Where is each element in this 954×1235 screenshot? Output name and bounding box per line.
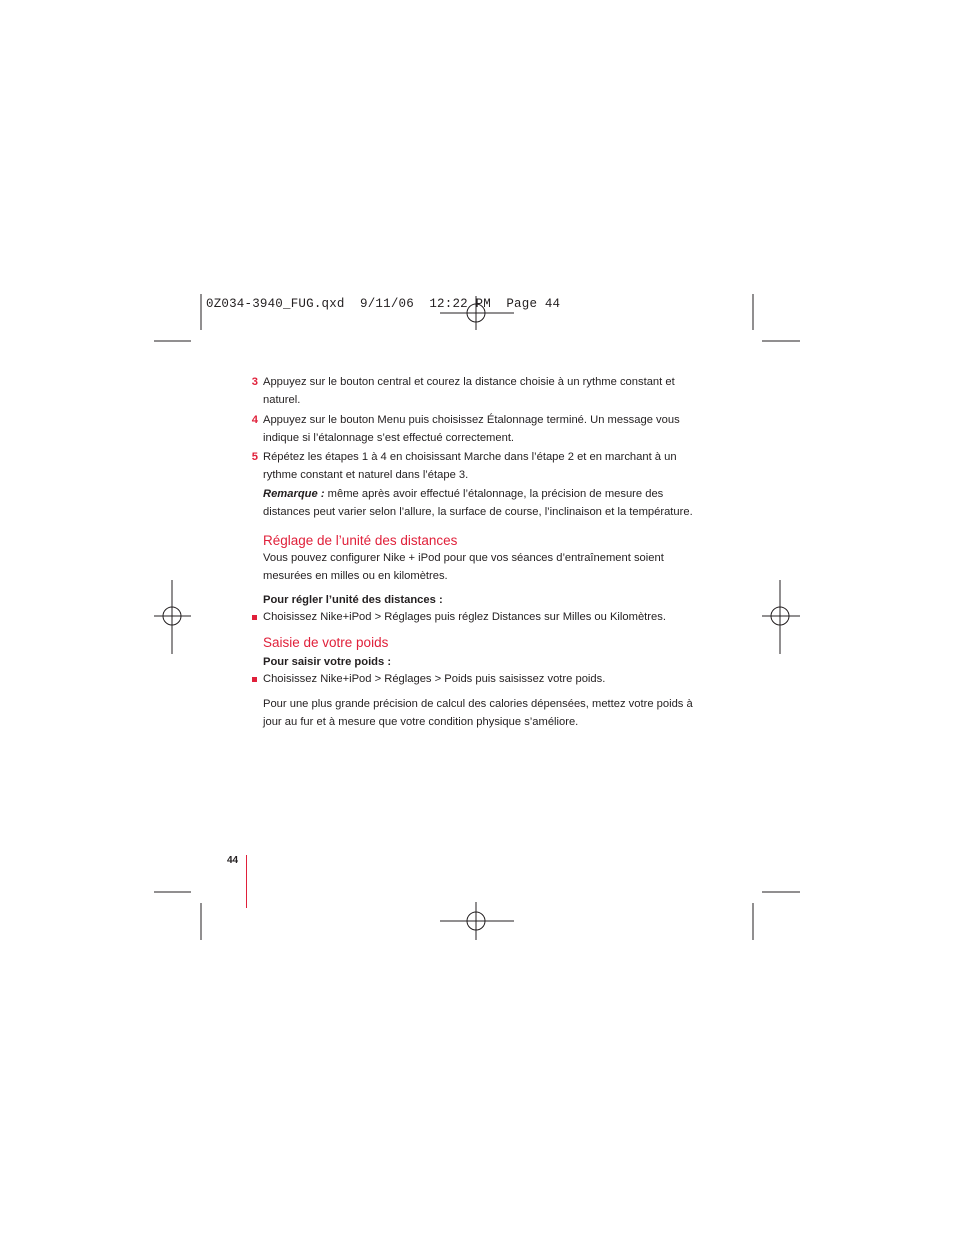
step-text: Appuyez sur le bouton Menu puis choisissez Étalonnage terminé. Un message vous indique si l’étalonnage s’est effectué correctement. (263, 414, 680, 444)
page-number: 44 (227, 855, 239, 866)
step-number: 3 (251, 376, 258, 388)
section-heading: Réglage de l’unité des distances (263, 533, 458, 548)
section-outro: Pour une plus grande précision de calcul des calories dépensées, mettez votre poids à jour au fur et à mesure que votre condition physique s’améliore. (263, 698, 693, 728)
note-text: même après avoir effectué l’étalonnage, la précision de mesure des distances peut varier selon l’allure, la surface de course, l’inclinaison et la température. (263, 488, 693, 518)
bullet-text: Choisissez Nike+iPod > Réglages puis réglez Distances sur Milles ou Kilomètres. (263, 611, 666, 623)
bullet-icon (252, 677, 257, 682)
note-label: Remarque : (263, 488, 325, 500)
step-text: Répétez les étapes 1 à 4 en choisissant Marche dans l’étape 2 et en marchant à un rythme constant et naturel dans l’étape 3. (263, 451, 677, 481)
bullet-text: Choisissez Nike+iPod > Réglages > Poids puis saisissez votre poids. (263, 673, 606, 685)
section-subheading: Pour saisir votre poids : (263, 656, 392, 668)
step-text: Appuyez sur le bouton central et courez la distance choisie à un rythme constant et naturel. (263, 376, 675, 406)
file-slug: 0Z034-3940_FUG.qxd 9/11/06 12:22 PM Page 44 (206, 297, 561, 311)
section-subheading: Pour régler l’unité des distances : (263, 594, 443, 606)
section-heading: Saisie de votre poids (263, 635, 389, 650)
page-number-rule (246, 855, 247, 908)
note-paragraph (263, 486, 711, 521)
step-number: 4 (251, 414, 258, 426)
step-number: 5 (251, 451, 258, 463)
bullet-icon (252, 615, 257, 620)
section-intro: Vous pouvez configurer Nike + iPod pour que vos séances d’entraînement soient mesurées en milles ou en kilomètres. (263, 552, 664, 582)
